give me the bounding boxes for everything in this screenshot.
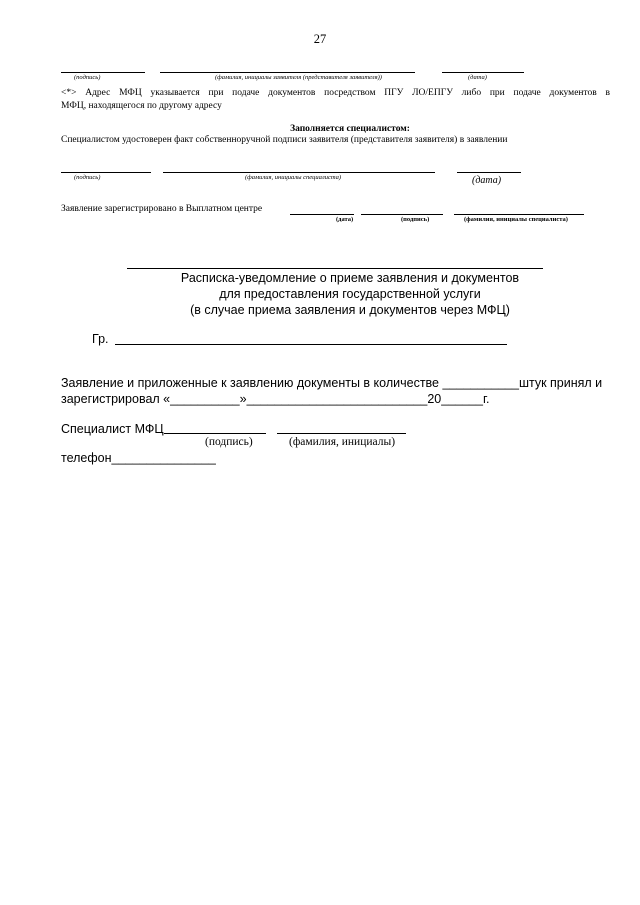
specialist-date-line xyxy=(457,172,521,173)
specialist-heading: Заполняется специалистом: xyxy=(290,124,410,134)
specialist-signature-line xyxy=(61,172,151,173)
receipt-title-1: Расписка-уведомление о приеме заявления и документов xyxy=(180,271,520,285)
receipt-title-3: (в случае приема заявления и документов через МФЦ) xyxy=(190,303,510,317)
specialist-text: Специалистом удостоверен факт собственноручной подписи заявителя (представителя заявителя) в заявлении xyxy=(61,135,508,145)
signature-caption: (подпись) xyxy=(74,74,101,81)
receipt-top-rule xyxy=(127,268,543,269)
registration-name-caption: (фамилия, инициалы специалиста) xyxy=(464,216,568,223)
footnote-line-2: МФЦ, находящегося по другому адресу xyxy=(61,101,222,111)
phone-label: телефон_______________ xyxy=(61,451,216,465)
specialist-name-line xyxy=(163,172,435,173)
registration-signature-caption: (подпись) xyxy=(401,216,430,223)
mfc-name-caption: (фамилия, инициалы) xyxy=(289,436,396,448)
specialist-mfc-label: Специалист МФЦ xyxy=(61,422,164,436)
specialist-signature-caption: (подпись) xyxy=(74,174,101,181)
registration-signature-line xyxy=(361,214,443,215)
page-number: 27 xyxy=(313,32,327,46)
mfc-signature-line xyxy=(164,433,266,434)
receipt-line-1: Заявление и приложенные к заявлению документы в количестве ___________штук принял и xyxy=(61,376,603,390)
specialist-date-caption: (дата) xyxy=(472,175,502,186)
citizen-name-line xyxy=(115,344,507,345)
registration-name-line xyxy=(454,214,584,215)
footnote-line-1: <*> Адрес МФЦ указывается при подаче документов посредством ПГУ ЛО/ЕПГУ либо при подаче документов в xyxy=(61,88,610,98)
receipt-title-2: для предоставления государственной услуги xyxy=(219,287,481,301)
date-line xyxy=(442,72,524,73)
registration-date-caption: (дата) xyxy=(336,216,354,223)
specialist-name-caption: (фамилия, инициалы специалиста) xyxy=(245,174,342,181)
registration-date-line xyxy=(290,214,354,215)
signature-line xyxy=(61,72,145,73)
receipt-line-2: зарегистрировал «__________»__________________________20______г. xyxy=(61,392,490,406)
mfc-signature-caption: (подпись) xyxy=(205,436,253,448)
date-caption: (дата) xyxy=(468,74,487,81)
citizen-label: Гр. xyxy=(92,332,109,346)
registration-text: Заявление зарегистрировано в Выплатном центре xyxy=(61,204,263,214)
name-line xyxy=(160,72,415,73)
name-caption: (фамилия, инициалы заявителя (представителя заявителя)) xyxy=(215,74,382,81)
mfc-name-line xyxy=(277,433,406,434)
